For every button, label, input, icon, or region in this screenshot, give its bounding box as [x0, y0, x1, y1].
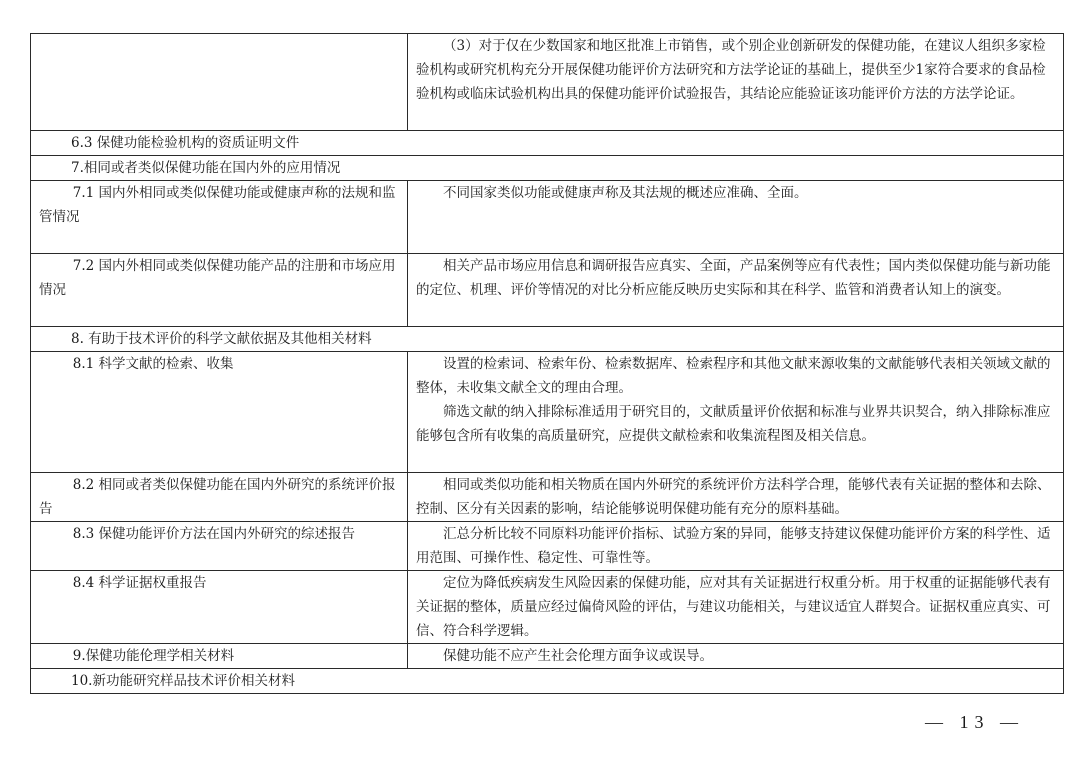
- table-row: [31, 669, 1064, 694]
- table-cell-empty: [31, 34, 408, 131]
- table-row: [31, 571, 1064, 644]
- cell-label: 8.3 保健功能评价方法在国内外研究的综述报告: [72, 526, 356, 542]
- table-row: [31, 522, 1064, 571]
- section-heading: 7.相同或者类似保健功能在国内外的应用情况: [31, 156, 1064, 181]
- table-row: [31, 352, 1064, 473]
- table-cell: [408, 181, 1064, 254]
- page-number: — 13 —: [925, 712, 1024, 732]
- section-heading: 8. 有助于技术评价的科学文献依据及其他相关材料: [31, 327, 1064, 352]
- table-row: [31, 644, 1064, 669]
- table-cell: [31, 352, 408, 473]
- table-cell: [31, 254, 408, 327]
- table-cell: [31, 571, 408, 644]
- cell-label: 9.保健功能伦理学相关材料: [72, 648, 235, 664]
- table-cell: [408, 644, 1064, 669]
- table-cell: [408, 352, 1064, 473]
- cell-text: 不同国家类似功能或健康声称及其法规的概述应准确、全面。: [443, 185, 808, 201]
- cell-text: （3）对于仅在少数国家和地区批准上市销售，或个别企业创新研发的保健功能，在建议人组织多家检验机构或研究机构充分开展保健功能评价方法研究和方法学论证的基础上，提供至少1家符合要求的食品检验机构或临床试验机构出具的保健功能评价试验报告，其结论应能验证该功能评价方法的方法学论证。: [416, 38, 1046, 102]
- section-heading: 6.3 保健功能检验机构的资质证明文件: [31, 131, 1064, 156]
- requirements-table: [30, 33, 1064, 694]
- cell-label: 7.1 国内外相同或类似保健功能或健康声称的法规和监管情况: [39, 185, 396, 225]
- table-cell: [408, 34, 1064, 131]
- table-cell: [408, 522, 1064, 571]
- table-row: [31, 34, 1064, 131]
- table-cell: [31, 181, 408, 254]
- cell-label: 8.1 科学文献的检索、收集: [72, 356, 234, 372]
- cell-text: 相同或类似功能和相关物质在国内外研究的系统评价方法科学合理，能够代表有关证据的整体和去除、控制、区分有关因素的影响，结论能够说明保健功能有充分的原料基础。: [416, 477, 1051, 517]
- table-cell: [408, 571, 1064, 644]
- cell-text: 保健功能不应产生社会伦理方面争议或误导。: [443, 648, 713, 664]
- table-row: [31, 131, 1064, 156]
- cell-text: 汇总分析比较不同原料功能评价指标、试验方案的异同，能够支持建议保健功能评价方案的科学性、适用范围、可操作性、稳定性、可靠性等。: [416, 526, 1051, 566]
- cell-text: 筛选文献的纳入排除标准适用于研究目的，文献质量评价依据和标准与业界共识契合，纳入排除标准应能够包含所有收集的高质量研究，应提供文献检索和收集流程图及相关信息。: [416, 404, 1051, 444]
- table-cell: [31, 644, 408, 669]
- cell-text: 设置的检索词、检索年份、检索数据库、检索程序和其他文献来源收集的文献能够代表相关领域文献的整体，未收集文献全文的理由合理。: [416, 356, 1051, 396]
- table-cell: [31, 473, 408, 522]
- table-cell: [408, 254, 1064, 327]
- table-row: [31, 473, 1064, 522]
- table-cell: [408, 473, 1064, 522]
- cell-label: 8.4 科学证据权重报告: [72, 575, 207, 591]
- table-row: [31, 254, 1064, 327]
- table-row: [31, 327, 1064, 352]
- table-row: [31, 181, 1064, 254]
- section-heading: 10.新功能研究样品技术评价相关材料: [31, 669, 1064, 694]
- table-cell: [31, 522, 408, 571]
- table-row: [31, 156, 1064, 181]
- cell-label: 7.2 国内外相同或类似保健功能产品的注册和市场应用情况: [39, 258, 396, 298]
- cell-label: 8.2 相同或者类似保健功能在国内外研究的系统评价报告: [39, 477, 396, 517]
- cell-text: 相关产品市场应用信息和调研报告应真实、全面，产品案例等应有代表性；国内类似保健功能与新功能的定位、机理、评价等情况的对比分析应能反映历史实际和其在科学、监管和消费者认知上的演变。: [416, 258, 1051, 298]
- cell-text: 定位为降低疾病发生风险因素的保健功能，应对其有关证据进行权重分析。用于权重的证据能够代表有关证据的整体，质量应经过偏倚风险的评估，与建议功能相关，与建议适宜人群契合。证据权重应真实、可信、符合科学逻辑。: [416, 575, 1051, 639]
